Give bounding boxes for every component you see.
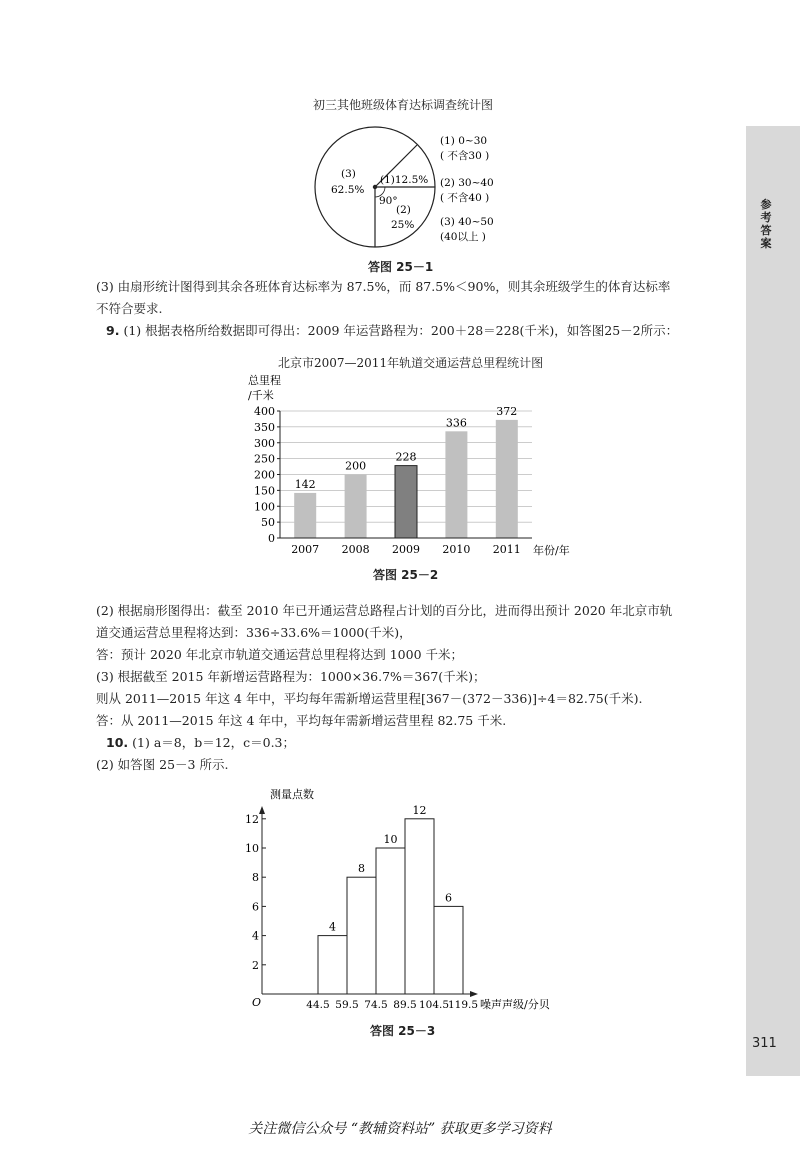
hist-bar xyxy=(318,936,347,994)
bar-y-tick-label: 350 xyxy=(254,420,275,434)
paragraph-q9-2-line2: 道交通运营总里程将达到：336÷33.6%＝1000(千米)， xyxy=(96,625,412,640)
slice2-pct: 25% xyxy=(391,219,415,231)
hist-bar xyxy=(347,877,376,994)
slice2-label: (2) xyxy=(396,204,411,216)
hist-x-arrow xyxy=(470,991,478,997)
bar-y-tick-label: 250 xyxy=(254,452,275,466)
pie-caption: 答图 25－1 xyxy=(368,260,434,274)
pie-chart xyxy=(300,115,510,255)
footer-promo: 关注微信公众号 “教辅资料站” 获取更多学习资料 xyxy=(248,1121,552,1137)
paragraph-q9-1 xyxy=(106,322,678,340)
hist-y-tick-label: 4 xyxy=(252,929,259,943)
side-tab-label: 参考答案 xyxy=(760,198,772,250)
bar-y-tick-label: 200 xyxy=(254,468,275,482)
hist-bar xyxy=(405,819,434,994)
legend-3-line1: (3) 40~50 xyxy=(440,216,494,228)
slice3-label: (3) xyxy=(341,168,356,180)
question-number-10: 10. xyxy=(106,735,129,750)
hist-value-label: 6 xyxy=(445,891,452,905)
hist-y-tick-label: 2 xyxy=(252,958,259,972)
histogram-chart xyxy=(240,782,570,1016)
legend-2-line1: (2) 30~40 xyxy=(440,177,494,189)
paragraph-q10-2: (2) 如答图 25－3 所示. xyxy=(96,757,229,772)
bar-y-tick-label: 150 xyxy=(254,484,275,498)
hist-y-arrow xyxy=(259,806,265,814)
hist-x-tick-label: 104.5 xyxy=(418,999,450,1011)
legend-1-line2: ( 不含30 ) xyxy=(440,150,490,162)
bar-value-label: 142 xyxy=(294,477,316,491)
hist-xlabel: 噪声声级/分贝 xyxy=(480,998,550,1011)
bar-value-label: 228 xyxy=(395,450,417,464)
bar-x-tick-label: 2010 xyxy=(442,543,471,556)
bar-x-tick-label: 2011 xyxy=(492,543,521,556)
hist-y-tick-label: 10 xyxy=(245,842,259,855)
hist-y-tick-label: 6 xyxy=(252,900,259,914)
bar-y-tick-label: 100 xyxy=(254,500,275,514)
hist-origin: O xyxy=(252,996,262,1009)
bar-value-label: 372 xyxy=(496,404,518,418)
hist-bar xyxy=(376,848,405,994)
bar-2010 xyxy=(445,431,467,538)
bar-value-label: 200 xyxy=(345,459,367,473)
bar-y-tick-label: 0 xyxy=(268,532,275,545)
paragraph-q10-1 xyxy=(106,734,295,752)
paragraph-answer-2: 答：从 2011—2015 年这 4 年中，平均每年需新增运营里程 82.75 千米. xyxy=(96,713,507,728)
page-number: 311 xyxy=(752,1036,777,1051)
bar-caption: 答图 25－2 xyxy=(373,568,439,582)
bar-y-tick-label: 50 xyxy=(261,516,275,530)
legend-1-line1: (1) 0~30 xyxy=(440,135,488,147)
paragraph-q9-2-line1: (2) 根据扇形图得出：截至 2010 年已开通运营总路程占计划的百分比，进而得出预计 2020 年北京市轨 xyxy=(96,603,673,618)
hist-value-label: 4 xyxy=(329,920,336,934)
hist-x-tick-label: 89.5 xyxy=(393,999,417,1011)
bar-ylabel-line1: 总里程 xyxy=(248,374,281,387)
hist-caption: 答图 25－3 xyxy=(370,1024,436,1038)
pie-chart-title: 初三其他班级体育达标调查统计图 xyxy=(313,98,494,112)
paragraph-q9-3: (3) 根据截至 2015 年新增运营路程为：1000×36.7%＝367(千米)； xyxy=(96,669,486,684)
bar-y-tick-label: 400 xyxy=(254,405,275,418)
legend-2-line2: ( 不含40 ) xyxy=(440,192,490,204)
hist-bar xyxy=(434,906,463,994)
bar-y-tick-label: 300 xyxy=(254,436,275,450)
paragraph-q8-3-line2: 不符合要求. xyxy=(96,301,163,316)
hist-x-tick-label: 59.5 xyxy=(335,999,359,1011)
slice3-pct: 62.5% xyxy=(331,184,365,196)
bar-x-tick-label: 2007 xyxy=(291,543,320,556)
bar-2008 xyxy=(345,475,367,539)
q10-text: (1) a＝8，b＝12，c＝0.3； xyxy=(132,735,296,750)
bar-x-tick-label: 2008 xyxy=(341,543,370,556)
bar-ylabel-line2: /千米 xyxy=(248,389,274,402)
bar-chart xyxy=(240,372,580,558)
bar-chart-title: 北京市2007—2011年轨道交通运营总里程统计图 xyxy=(278,356,544,370)
bar-2007 xyxy=(294,493,316,538)
angle-label: 90° xyxy=(379,195,398,207)
hist-x-tick-label: 74.5 xyxy=(364,999,388,1011)
question-number-9: 9. xyxy=(106,323,120,338)
hist-value-label: 8 xyxy=(358,862,365,876)
bar-xlabel: 年份/年 xyxy=(533,544,570,557)
q9-text: (1) 根据表格所给数据即可得出：2009 年运营路程为：200＋28＝228(千米)，如答图25－2所示： xyxy=(123,323,679,338)
hist-y-tick-label: 8 xyxy=(252,871,259,885)
bar-2009 xyxy=(395,466,417,538)
hist-value-label: 12 xyxy=(412,803,427,817)
paragraph-calc: 则从 2011—2015 年这 4 年中，平均每年需新增运营里程[367－(372－336)]÷4＝82.75(千米). xyxy=(96,691,643,706)
hist-x-tick-label: 119.5 xyxy=(447,999,479,1011)
slice1-label: (1)12.5% xyxy=(380,174,429,186)
paragraph-q8-3-line1: (3) 由扇形统计图得到其余各班体育达标率为 87.5%，而 87.5%＜90%，则其余班级学生的体育达标率 xyxy=(96,279,671,294)
paragraph-answer-1: 答：预计 2020 年北京市轨道交通运营总里程将达到 1000 千米； xyxy=(96,647,464,662)
pie-center-dot xyxy=(373,185,377,189)
hist-x-tick-label: 44.5 xyxy=(306,999,330,1011)
hist-y-tick-label: 12 xyxy=(245,812,259,826)
hist-ylabel: 测量点数 xyxy=(270,788,314,801)
bar-x-tick-label: 2009 xyxy=(392,543,420,556)
bar-2011 xyxy=(496,420,518,538)
side-tab xyxy=(746,126,800,1076)
bar-value-label: 336 xyxy=(445,416,467,430)
hist-value-label: 10 xyxy=(383,833,398,846)
legend-3-line2: (40以上 ) xyxy=(440,231,486,243)
